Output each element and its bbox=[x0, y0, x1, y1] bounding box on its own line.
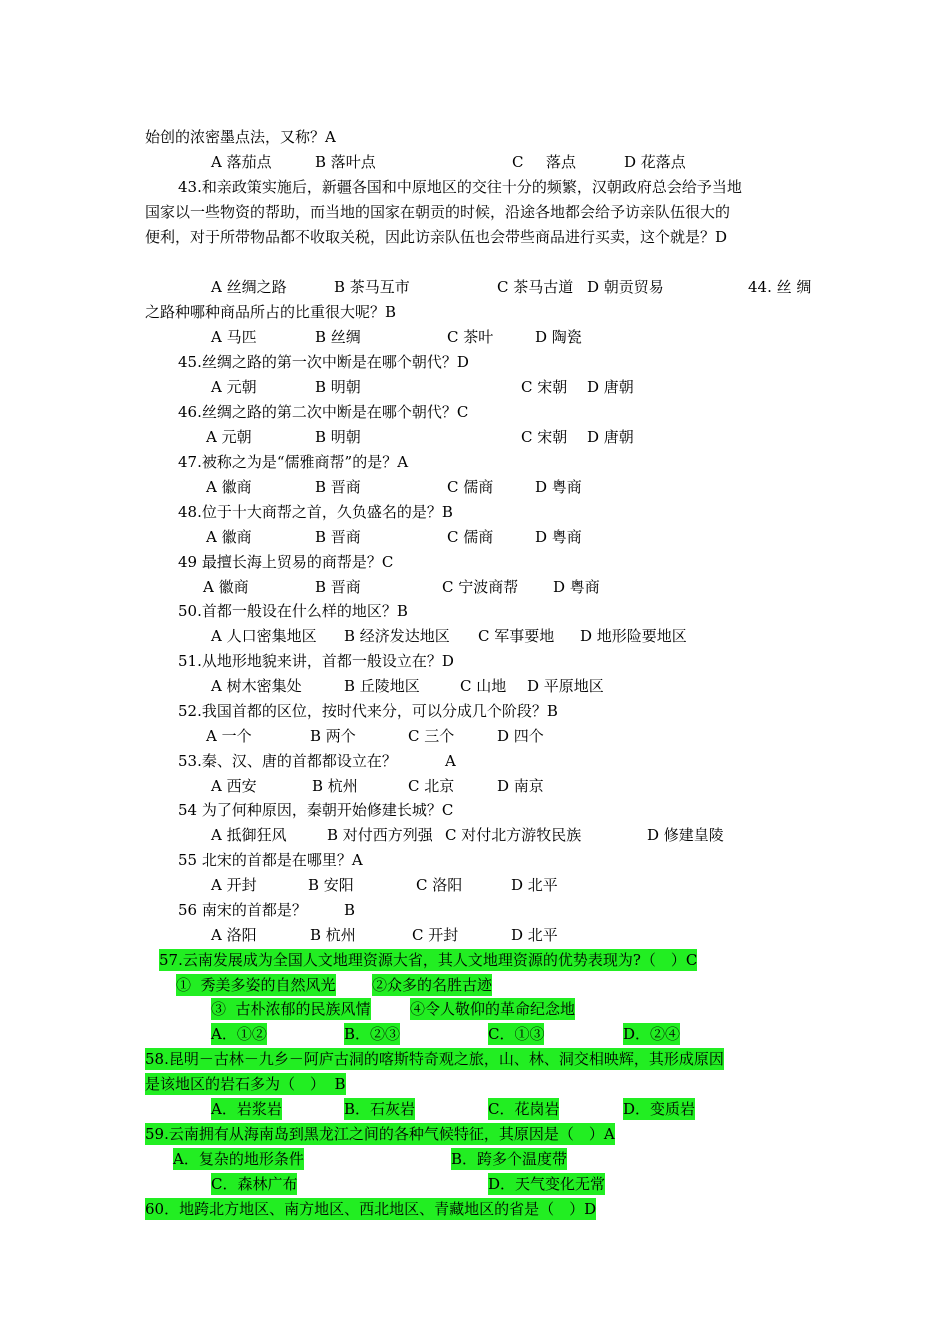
text-line-5: D 花落点 bbox=[624, 153, 686, 171]
text-line-21: B 明朝 bbox=[315, 378, 361, 396]
text-line-97: A．复杂的地形条件 bbox=[173, 1150, 304, 1168]
text-line-22: C 宋朝 bbox=[521, 378, 568, 396]
text-line-63: C 北京 bbox=[408, 777, 455, 795]
text-line-42: C 宁波商帮 bbox=[442, 578, 519, 596]
text-line-77: A 洛阳 bbox=[211, 926, 257, 944]
text-line-76: B bbox=[344, 901, 356, 919]
text-line-58: D 四个 bbox=[497, 727, 544, 745]
text-line-70: 55 北宋的首都是在哪里？A bbox=[178, 851, 363, 869]
text-line-71: A 开封 bbox=[211, 876, 257, 894]
text-line-73: C 洛阳 bbox=[416, 876, 463, 894]
text-line-85: ④令人敬仰的革命纪念地 bbox=[410, 1000, 576, 1018]
text-line-53: D 平原地区 bbox=[527, 677, 604, 695]
text-line-99: C．森林广布 bbox=[211, 1175, 298, 1193]
text-line-10: B 茶马互市 bbox=[334, 278, 410, 296]
text-line-25: A 元朝 bbox=[206, 428, 252, 446]
text-line-89: D．②④ bbox=[623, 1025, 681, 1043]
text-line-29: 47.被称之为是“儒雅商帮”的是？A bbox=[178, 453, 409, 471]
text-line-24: 46.丝绸之路的第二次中断是在哪个朝代？C bbox=[178, 403, 469, 421]
text-line-81: 57.云南发展成为全国人文地理资源大省，其人文地理资源的优势表现为?（ ）C bbox=[159, 951, 698, 969]
text-line-23: D 唐朝 bbox=[587, 378, 634, 396]
text-line-3: C bbox=[512, 153, 524, 171]
text-line-46: B 经济发达地区 bbox=[344, 627, 450, 645]
text-line-87: B．②③ bbox=[344, 1025, 401, 1043]
text-line-14: 之路种哪种商品所占的比重很大呢？B bbox=[145, 303, 397, 321]
text-line-45: A 人口密集地区 bbox=[211, 627, 317, 645]
text-line-59: 53.秦、汉、唐的首都都设立在？ bbox=[178, 752, 397, 770]
text-line-49: 51.从地形地貌来讲，首都一般设立在？D bbox=[178, 652, 454, 670]
text-line-41: B 晋商 bbox=[315, 578, 361, 596]
text-line-72: B 安阳 bbox=[308, 876, 354, 894]
text-line-47: C 军事要地 bbox=[478, 627, 555, 645]
text-line-13: 44. 丝 绸 bbox=[748, 278, 812, 296]
text-line-75: 56 南宋的首都是？ bbox=[178, 901, 307, 919]
text-line-95: D．变质岩 bbox=[623, 1100, 696, 1118]
text-line-56: B 两个 bbox=[310, 727, 356, 745]
text-line-50: A 树木密集处 bbox=[211, 677, 302, 695]
text-line-60: A bbox=[445, 752, 456, 770]
text-line-90: 58.昆明－古林－九乡－阿庐古洞的喀斯特奇观之旅，山、林、洞交相映辉，其形成原因 bbox=[145, 1050, 724, 1068]
text-line-74: D 北平 bbox=[511, 876, 558, 894]
text-line-91: 是该地区的岩石多为（ ） B bbox=[145, 1075, 346, 1093]
text-line-51: B 丘陵地区 bbox=[344, 677, 420, 695]
text-line-16: B 丝绸 bbox=[315, 328, 361, 346]
text-line-2: B 落叶点 bbox=[315, 153, 376, 171]
text-line-1: A 落茄点 bbox=[211, 153, 272, 171]
text-line-18: D 陶瓷 bbox=[535, 328, 582, 346]
text-line-7: 国家以一些物资的帮助，而当地的国家在朝贡的时候，沿途各地都会给予访亲队伍很大的 bbox=[145, 203, 731, 221]
text-line-44: 50.首都一般设在什么样的地区？B bbox=[178, 602, 408, 620]
text-line-100: D．天气变化无常 bbox=[488, 1175, 606, 1193]
text-line-17: C 茶叶 bbox=[447, 328, 494, 346]
text-line-52: C 山地 bbox=[460, 677, 507, 695]
text-line-57: C 三个 bbox=[408, 727, 455, 745]
text-line-68: C 对付北方游牧民族 bbox=[445, 826, 582, 844]
text-line-79: C 开封 bbox=[412, 926, 459, 944]
text-line-30: A 徽商 bbox=[206, 478, 252, 496]
text-line-38: D 粤商 bbox=[535, 528, 582, 546]
text-line-37: C 儒商 bbox=[447, 528, 494, 546]
text-line-67: B 对付西方列强 bbox=[327, 826, 433, 844]
text-line-28: D 唐朝 bbox=[587, 428, 634, 446]
text-line-27: C 宋朝 bbox=[521, 428, 568, 446]
text-line-6: 43.和亲政策实施后，新疆各国和中原地区的交往十分的频繁，汉朝政府总会给予当地 bbox=[178, 178, 742, 196]
text-line-8: 便利，对于所带物品都不收取关税，因此访亲队伍也会带些商品进行买卖，这个就是？D bbox=[145, 228, 728, 246]
text-line-84: ③ 古朴浓郁的民族风情 bbox=[211, 1000, 371, 1018]
text-line-11: C 茶马古道 bbox=[497, 278, 574, 296]
text-line-4: 落点 bbox=[546, 153, 577, 171]
text-line-34: 48.位于十大商帮之首，久负盛名的是？B bbox=[178, 503, 453, 521]
text-line-93: B．石灰岩 bbox=[344, 1100, 416, 1118]
text-line-96: 59.云南拥有从海南岛到黑龙江之间的各种气候特征，其原因是（ ）A bbox=[145, 1125, 615, 1143]
text-line-9: A 丝绸之路 bbox=[211, 278, 287, 296]
text-line-19: 45.丝绸之路的第一次中断是在哪个朝代？D bbox=[178, 353, 469, 371]
text-line-32: C 儒商 bbox=[447, 478, 494, 496]
text-line-55: A 一个 bbox=[206, 727, 252, 745]
text-line-54: 52.我国首都的区位，按时代来分，可以分成几个阶段？B bbox=[178, 702, 558, 720]
text-line-65: 54 为了何种原因，秦朝开始修建长城？C bbox=[178, 801, 454, 819]
text-line-61: A 西安 bbox=[211, 777, 257, 795]
text-line-31: B 晋商 bbox=[315, 478, 361, 496]
text-line-86: A．①② bbox=[211, 1025, 267, 1043]
text-line-92: A．岩浆岩 bbox=[211, 1100, 282, 1118]
text-line-39: 49 最擅长海上贸易的商帮是？C bbox=[178, 553, 394, 571]
text-line-0: 始创的浓密墨点法，又称？A bbox=[145, 128, 336, 146]
text-line-88: C．①③ bbox=[488, 1025, 545, 1043]
text-line-94: C．花岗岩 bbox=[488, 1100, 560, 1118]
text-line-20: A 元朝 bbox=[211, 378, 257, 396]
text-line-36: B 晋商 bbox=[315, 528, 361, 546]
text-line-43: D 粤商 bbox=[553, 578, 600, 596]
text-line-12: D 朝贡贸易 bbox=[587, 278, 664, 296]
text-line-98: B．跨多个温度带 bbox=[451, 1150, 568, 1168]
text-line-40: A 徽商 bbox=[203, 578, 249, 596]
text-line-62: B 杭州 bbox=[312, 777, 358, 795]
text-line-35: A 徽商 bbox=[206, 528, 252, 546]
text-line-101: 60．地跨北方地区、南方地区、西北地区、青藏地区的省是（ ）D bbox=[145, 1200, 597, 1218]
text-line-64: D 南京 bbox=[497, 777, 544, 795]
text-line-26: B 明朝 bbox=[315, 428, 361, 446]
text-line-78: B 杭州 bbox=[310, 926, 356, 944]
text-line-48: D 地形险要地区 bbox=[580, 627, 687, 645]
text-line-69: D 修建皇陵 bbox=[647, 826, 724, 844]
text-line-83: ②众多的名胜古迹 bbox=[372, 976, 493, 994]
text-line-15: A 马匹 bbox=[211, 328, 257, 346]
text-line-66: A 抵御狂风 bbox=[211, 826, 287, 844]
text-line-80: D 北平 bbox=[511, 926, 558, 944]
text-line-82: ① 秀美多姿的自然风光 bbox=[176, 976, 336, 994]
text-line-33: D 粤商 bbox=[535, 478, 582, 496]
